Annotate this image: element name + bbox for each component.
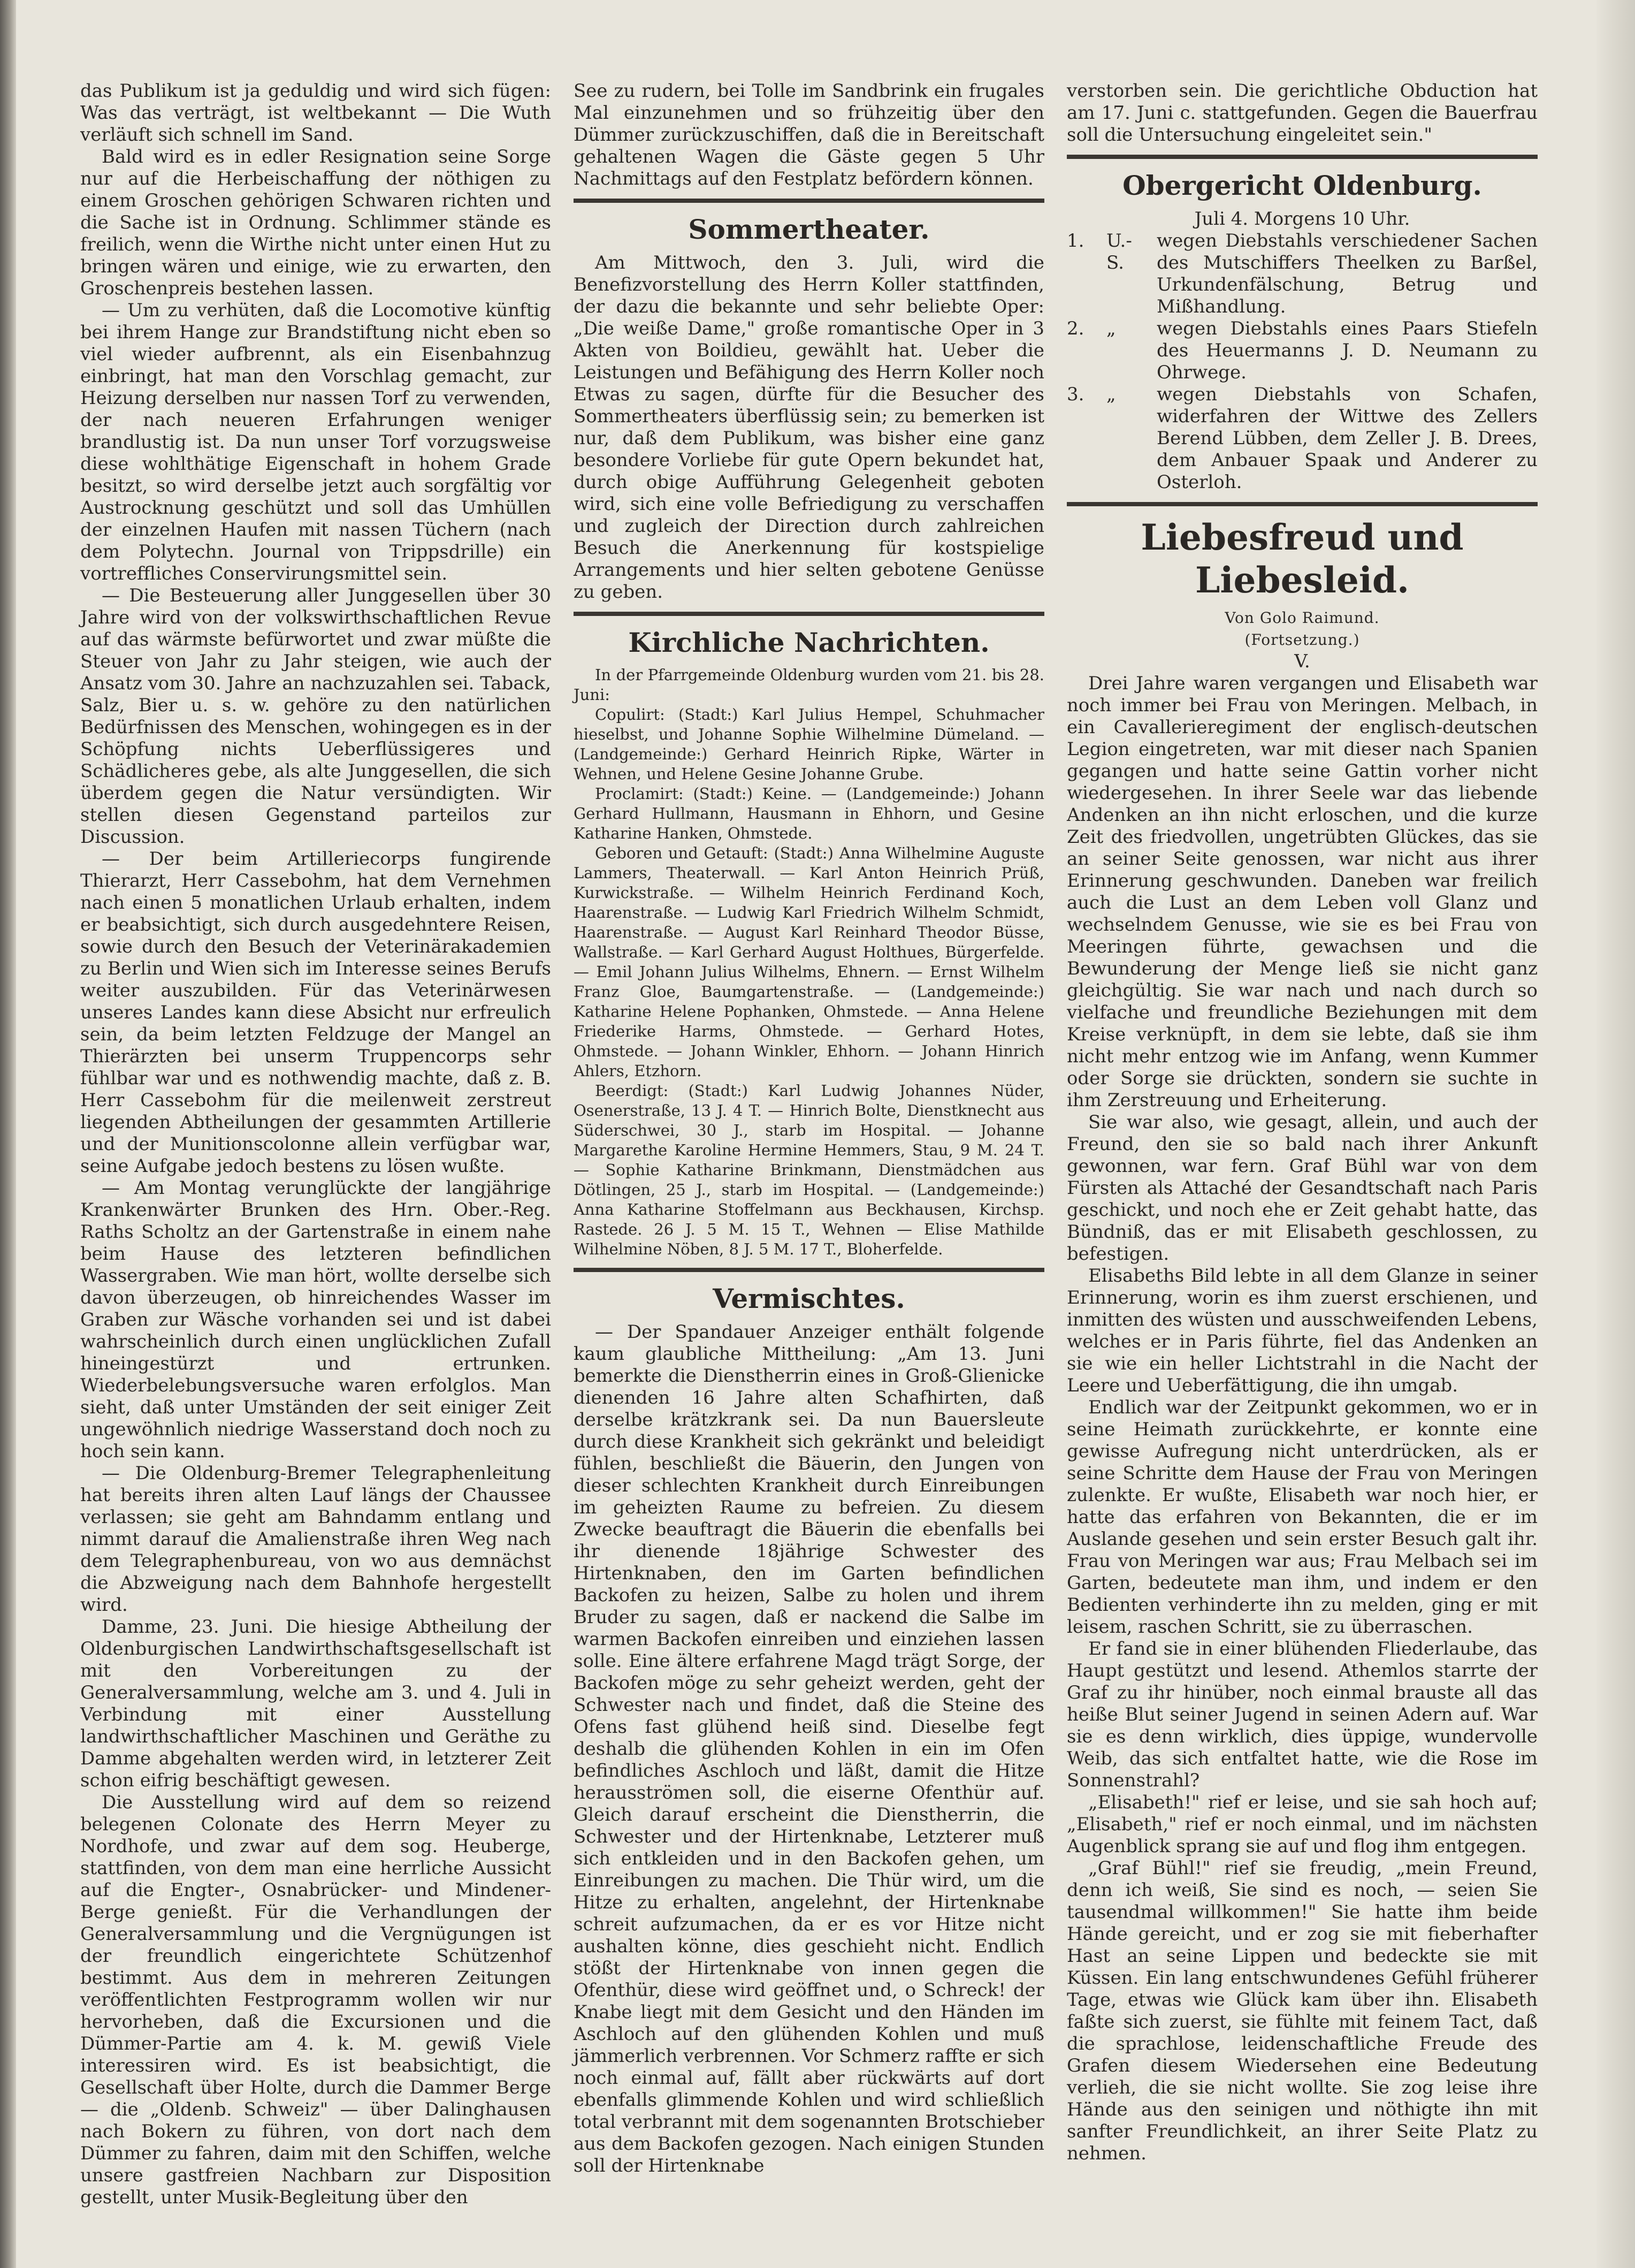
- column-middle: [574, 80, 1044, 2177]
- paragraph-ausstellung: Die Ausstellung wird auf dem so reizend belegenen Colonate des Herrn Meyer zu Nordhofe, und zwar auf dem sog. Heuberge, stattfinden, von dem man eine herrliche Aussicht auf die Engter-, Osnabrücker- und Mindener-Berge genießt. Für die Verhandlungen der Generalversammlung und die Vergnügungen ist der freundlich eingerichtete Schützenhof bestimmt. Aus dem in mehreren Zeitungen veröffentlichten Festprogramm wollen wir nur hervorheben, daß die Excursionen und die Dümmer-Partie am 4. k. M. gewiß Viele interessiren wird. Es ist beabsichtigt, die Gesellschaft über Holte, durch die Dammer Berge — die „Oldenb. Schweiz" — über Dalinghausen nach Bokern zu führen, von dort nach dem Dümmer zu fahren, daim mit den Schiffen, welche unsere gastfreien Nachbarn zur Disposition gestellt, unter Musik-Begleitung über den: [80, 1792, 551, 2208]
- paragraph-damme: Damme, 23. Juni. Die hiesige Abtheilung der Oldenburgischen Landwirthschaftsgesellschaft ist mit den Vorbereitungen zu der Generalversammlung, welche am 3. und 4. Juli in Verbindung mit einer Ausstellung landwirthschaftlicher Maschinen und Geräthe zu Damme abgehalten werden wird, in letzterer Zeit schon eifrig beschäftigt gewesen.: [80, 1616, 551, 1791]
- church-entry: Beerdigt: (Stadt:) Karl Ludwig Johannes Nüder, Osenerstraße, 13 J. 4 T. — Hinrich Bolte, Dienstknecht aus Süderschwei, 30 J., starb im Hospital. — Johanne Margarethe Karoline Hermine Hemmers, Stau, 9 M. 24 T. — Sophie Katharine Brinkmann, Dienstmädchen aus Dötlingen, 25 J., starb im Hospital. — (Landgemeinde:) Anna Katharine Stoffelmann aus Beckhausen, Kirchsp. Rastede. 26 J. 5 M. 15 T., Wehnen — Elise Mathilde Wilhelmine Nöben, 8 J. 5 M. 17 T., Bloherfelde.: [574, 1082, 1044, 1258]
- paragraph: verstorben sein. Die gerichtliche Obduction hat am 17. Juni c. stattgefunden. Gegen die Bauerfrau soll die Untersuchung eingeleitet sein.": [1067, 80, 1538, 146]
- court-item-number: 3.: [1067, 384, 1084, 405]
- story-title: Liebesfreud und Liebesleid.: [1141, 516, 1464, 601]
- court-item-number: 2.: [1067, 318, 1084, 339]
- story-paragraph: Drei Jahre waren vergangen und Elisabeth war noch immer bei Frau von Meringen. Melbach, in ein Cavallerieregiment der englisch-deutschen Legion eingetreten, war mit dieser nach Spanien gegangen und hatte seine Gattin vorher nicht wiedergesehen. In ihrer Seele war das liebende Andenken an ihn nicht erloschen, und die kurze Zeit des friedvollen, ungetrübten Glückes, das sie an seiner Seite genossen, war nicht aus ihrer Erinnerung geschwunden. Daneben war freilich auch die Lust an dem Leben voll Glanz und wechselndem Genusse, wie sie es bei Frau von Meeringen führte, gewachsen und die Bewunderung der Menge ließ sie nicht ganz gleichgültig. Sie war nach und nach durch so vielfache und freundliche Beziehungen mit dem Kreise verknüpft, in dem sie lebte, daß sie ihm nicht mehr entzog wie im Anfang, wenn Kummer oder Sorge sie drückten, sondern sie suchte in ihm Zerstreuung und Erheiterung.: [1067, 673, 1538, 1111]
- story-paragraph: Er fand sie in einer blühenden Fliederlaube, das Haupt gestützt und lesend. Athemlos starrte der Graf zu ihr hinüber, noch einmal brauste all das heiße Blut seiner Jugend in seinen Adern auf. War sie es denn wirklich, dies üppige, wundervolle Weib, das sich entfaltet hatte, wie die Rose im Sonnenstrahl?: [1067, 1638, 1538, 1791]
- paragraph: das Publikum ist ja geduldig und wird sich fügen: Was das verträgt, ist weltbekannt — Die Wuth verläuft sich schnell im Sand.: [80, 80, 551, 146]
- section-heading-vermischtes: Vermischtes.: [713, 1283, 905, 1314]
- church-entry: Geboren und Getauft: (Stadt:) Anna Wilhelmine Auguste Lammers, Theaterwall. — Karl Anton Heinrich Prüß, Kurwickstraße. — Wilhelm Heinrich Ferdinand Koch, Haarenstraße. — Ludwig Karl Friedrich Wilhelm Schmidt, Haarenstraße. — August Karl Reinhard Theodor Büsse, Wallstraße. — Karl Gerhard August Holthues, Bürgerfelde. — Emil Johann Julius Wilhelms, Ehnern. — Ernst Wilhelm Franz Gloe, Baumgartenstraße. — (Landgemeinde:) Katharine Helene Pophanken, Ohmstede. — Anna Helene Friederike Harms, Ohmstede. — Gerhard Hotes, Ohmstede. — Johann Winkler, Ehhorn. — Johann Hinrich Ahlers, Etzhorn.: [574, 844, 1044, 1080]
- section-divider: [574, 1268, 1044, 1272]
- court-item-text: wegen Diebstahls von Schafen, widerfahren der Wittwe des Zellers Berend Lübben, dem Zeller J. B. Drees, dem Anbauer Spaak und Anderer zu Osterloh.: [1157, 384, 1538, 493]
- court-item-mark: „: [1106, 384, 1116, 405]
- paragraph-junggesellen: — Die Besteuerung aller Junggesellen über 30 Jahre wird von der volkswirthschaftlichen Revue auf das wärmste befürwortet und zwar müßte die Steuer von Jahr zu Jahr steigen, wie auch der Ansatz vom 30. Jahre an nachzuzahlen sei. Taback, Salz, Bier u. s. w. gehöre zu den natürlichen Bedürfnissen des Menschen, wohingegen es in der Schöpfung nichts Ueberflüssigeres und Schädlicheres gebe, als alte Junggesellen, die sich überdem gegen die Natur versündigten. Wir stellen diesen Gegenstand parteilos zur Discussion.: [80, 585, 551, 848]
- section-divider: [574, 612, 1044, 616]
- section-divider: [1067, 155, 1538, 159]
- court-item-mark: U.-S.: [1106, 230, 1132, 273]
- paragraph-spandau: — Der Spandauer Anzeiger enthält folgende kaum glaubliche Mittheilung: „Am 13. Juni bemerkte die Dienstherrin eines in Groß-Glienicke dienenden 16 Jahre alten Schafhirten, daß derselbe krätzkrank sei. Da nun Bauersleute durch diese Krankheit sich gekränkt und beleidigt fühlen, beschließt die Bäuerin, den Jungen von dieser schlechten Krankheit durch Einreibungen im geheizten Raume zu befreien. Zu diesem Zwecke beauftragt die Bäuerin die ebenfalls bei ihr dienende 18jährige Schwester des Hirtenknaben, den im Garten befindlichen Backofen zu heizen, Salbe zu holen und ihrem Bruder zu sagen, daß er nackend die Salbe im warmen Backofen einreiben und einziehen lassen solle. Eine ältere erfahrene Magd trägt Sorge, der Backofen möge zu sehr geheizt werden, geht der Schwester nach und findet, daß die Steine des Ofens fast glühend heiß sind. Dieselbe fegt deshalb die glühenden Kohlen in ein im Ofen befindliches Aschloch und läßt, damit die Hitze herausströmen soll, die eiserne Ofenthür auf. Gleich darauf erscheint die Dienstherrin, die Schwester und der Hirtenknabe, Letzterer muß sich entkleiden und in den Backofen gehen, um Einreibungen zu machen. Die Thür wird, um die Hitze zu erhalten, angelehnt, der Hirtenknabe schreit aufzumachen, da er es vor Hitze nicht aushalten könne, dies geschieht nicht. Endlich stößt der Hirtenknabe von innen gegen die Ofenthür, diese wird geöffnet und, o Schreck! der Knabe liegt mit dem Gesicht und den Händen im Aschloch auf den glühenden Kohlen und muß jämmerlich verbrennen. Vor Schmerz raffte er sich noch einmal auf, fällt aber rückwärts auf dort ebenfalls glimmende Kohlen und wird schließlich total verbrannt mit dem sogenannten Brotschieber aus dem Backofen gezogen. Nach einigen Stunden soll der Hirtenknabe: [574, 1321, 1044, 2176]
- paragraph-locomotive: — Um zu verhüten, daß die Locomotive künftig bei ihrem Hange zur Brandstiftung nicht eben so viel wieder aufbrennt, als ein Eisenbahnzug einbringt, hat man den Vorschlag gemacht, zur Heizung derselben nur nassen Torf zu verwenden, der nach neueren Erfahrungen weniger brandlustig ist. Da nun unser Torf vorzugsweise diese wohlthätige Eigenschaft in hohem Grade besitzt, so wird derselbe jetzt auch sorgfältig vor Austrocknung geschützt und soll das Umhüllen der einzelnen Haufen mit nassen Tüchern (nach dem Polytechn. Journal von Trippsdrille) ein vortreffliches Conservirungsmittel sein.: [80, 300, 551, 584]
- section-divider: [1067, 502, 1538, 506]
- section-heading-sommertheater: Sommertheater.: [688, 214, 930, 245]
- court-date: Juli 4. Morgens 10 Uhr.: [1194, 208, 1410, 230]
- column-left: [80, 80, 551, 2209]
- section-divider: [574, 199, 1044, 203]
- paragraph: Bald wird es in edler Resignation seine Sorge nur auf die Herbeischaffung der nöthigen zu einem Groschen gehörigen Schwaren richten und die Sache ist in Ordnung. Schlimmer stände es freilich, wenn die Wirthe nicht unter einen Hut zu bringen wären und einige, wie zu erwarten, den Groschenpreis bestehen lassen.: [80, 146, 551, 299]
- paragraph-cassebohm: — Der beim Artilleriecorps fungirende Thierarzt, Herr Cassebohm, hat dem Vernehmen nach einen 5 monatlichen Urlaub erhalten, indem er beabsichtigt, sich durch ausgedehntere Reisen, sowie durch den Besuch der Veterinärakademien zu Berlin und Wien sich im Interesse seines Berufs weiter auszubilden. Für das Veterinärwesen unseres Landes kann diese Absicht nur erfreulich sein, da beim letzten Feldzuge der Mangel an Thierärzten bei unserm Truppencorps sehr fühlbar war und es nothwendig machte, daß z. B. Herr Cassebohm für die meilenweit zerstreut liegenden Abtheilungen der gesammten Artillerie und der Munitionscolonne allein verfügbar war, seine Aufgabe jedoch bestens zu lösen wußte.: [80, 848, 551, 1177]
- court-item: [1067, 230, 1538, 318]
- court-item: [1067, 384, 1538, 493]
- church-entry: Proclamirt: (Stadt:) Keine. — (Landgemeinde:) Johann Gerhard Hullmann, Hausmann in Ehhorn, und Gesine Katharine Hanken, Ohmstede.: [574, 785, 1044, 842]
- story-paragraph: „Graf Bühl!" rief sie freudig, „mein Freund, denn ich weiß, Sie sind es noch, — seien Sie tausendmal willkommen!" Sie hatte ihm beide Hände gereicht, und er zog sie mit fieberhafter Hast an seine Lippen und bedeckte sie mit Küssen. Ein lang entschwundenes Gefühl früherer Tage, etwas wie Glück kam über ihn. Elisabeth faßte sich zuerst, sie fühlte mit feinem Tact, daß die sprachlose, leidenschaftliche Freude des Grafen diesem Wiedersehen eine Bedeutung verlieh, die sie nicht wollte. Sie zog leise ihre Hände aus den seinigen und nöthigte ihn mit sanfter Freundlichkeit, an ihrer Seite Platz zu nehmen.: [1067, 1858, 1538, 2164]
- story-author: Von Golo Raimund.: [1225, 609, 1380, 627]
- church-intro: In der Pfarrgemeinde Oldenburg wurden vom 21. bis 28. Juni:: [574, 666, 1044, 704]
- church-entry: Copulirt: (Stadt:) Karl Julius Hempel, Schuhmacher hieselbst, und Johanne Sophie Wilhelmine Dümeland. — (Landgemeinde:) Gerhard Heinrich Ripke, Wärter in Wehnen, und Helene Gesine Johanne Grube.: [574, 705, 1044, 783]
- story-chapter: V.: [1294, 651, 1310, 672]
- court-item-mark: „: [1106, 318, 1116, 339]
- paragraph: See zu rudern, bei Tolle im Sandbrink ein frugales Mal einzunehmen und so frühzeitig über den Dümmer zurückzuschiffen, daß die in Bereitschaft gehaltenen Wagen die Gäste gegen 5 Uhr Nachmittags auf den Festplatz befördern können.: [574, 80, 1044, 189]
- story-paragraph: Elisabeths Bild lebte in all dem Glanze in seiner Erinnerung, worin es ihm zuerst erschienen, und inmitten des wüsten und ausschweifenden Lebens, welches er in Paris führte, fiel das Andenken an sie wie ein heller Lichtstrahl in die Nacht der Leere und Ueberfättigung, die ihn umgab.: [1067, 1265, 1538, 1396]
- story-paragraph: Sie war also, wie gesagt, allein, und auch der Freund, den sie so bald nach ihrer Ankunft gewonnen, war fern. Graf Bühl war von dem Fürsten als Attaché der Gesandtschaft nach Paris geschickt, und noch ehe er Zeit gehabt hatte, das Bündniß, das er mit Elisabeth geschlossen, zu befestigen.: [1067, 1112, 1538, 1265]
- story-continuation: (Fortsetzung.): [1244, 631, 1360, 649]
- section-heading-kirchliche: Kirchliche Nachrichten.: [628, 627, 990, 658]
- section-heading-obergericht: Obergericht Oldenburg.: [1122, 170, 1482, 201]
- paragraph-telegraph: — Die Oldenburg-Bremer Telegraphenleitung hat bereits ihren alten Lauf längs der Chaussee verlassen; sie geht am Bahndamm entlang und nimmt darauf die Amalienstraße ihren Weg nach dem Telegraphenbureau, von wo aus demnächst die Abzweigung nach dem Bahnhofe hergestellt wird.: [80, 1463, 551, 1616]
- court-item-text: wegen Diebstahls eines Paars Stiefeln des Heuermanns J. D. Neumann zu Ohrwege.: [1157, 318, 1538, 383]
- story-paragraph: „Elisabeth!" rief er leise, und sie sah hoch auf; „Elisabeth," rief er noch einmal, und im nächsten Augenblick sprang sie auf und flog ihm entgegen.: [1067, 1792, 1538, 1857]
- paragraph-krankenwaerter: — Am Montag verunglückte der langjährige Krankenwärter Brunken des Hrn. Ober.-Reg. Raths Scholtz an der Gartenstraße in einem nahe beim Hause des letzteren befindlichen Wassergraben. Wie man hört, wollte derselbe sich davon überzeugen, ob hinreichendes Wasser im Graben zur Wäsche vorhanden sei und ist dabei wahrscheinlich durch einen unglücklichen Zufall hineingestürzt und ertrunken. Wiederbelebungsversuche waren erfolglos. Man sieht, daß unter Umständen der seit einiger Zeit ungewöhnlich niedrige Wasserstand doch noch zu hoch sein kann.: [80, 1177, 551, 1462]
- court-item: [1067, 318, 1538, 384]
- court-item-number: 1.: [1067, 230, 1084, 252]
- column-right: [1067, 80, 1538, 2165]
- page-right-margin: [1596, 0, 1635, 2268]
- court-item-text: wegen Diebstahls verschiedener Sachen des Mutschiffers Theelken zu Barßel, Urkundenfälschung, Betrug und Mißhandlung.: [1157, 230, 1538, 317]
- paragraph-theater: Am Mittwoch, den 3. Juli, wird die Benefizvorstellung des Herrn Koller stattfinden, der dazu die bekannte und sehr beliebte Oper: „Die weiße Dame," große romantische Oper in 3 Akten von Boildieu, gewählt hat. Ueber die Leistungen und Befähigung des Herrn Koller noch Etwas zu sagen, dürfte für die Besucher des Sommertheaters überflüssig sein; zu bemerken ist nur, daß dem Publikum, was bisher eine ganz besondere Vorliebe für gute Opern bekundet hat, durch obige Aufführung Gelegenheit geboten wird, sich eine volle Befriedigung zu verschaffen und zugleich der Direction durch zahlreichen Besuch die Anerkennung für kostspielige Arrangements und hier selten gebotene Genüsse zu geben.: [574, 252, 1044, 603]
- binding-edge: [0, 0, 16, 2268]
- story-paragraph: Endlich war der Zeitpunkt gekommen, wo er in seine Heimath zurückkehrte, er konnte eine gewisse Aufregung nicht unterdrücken, als er seine Schritte dem Hause der Frau von Meringen zulenkte. Er wußte, Elisabeth war noch hier, er hatte das erfahren von Bekannten, die er im Auslande gesehen und sein erster Besuch galt ihr. Frau von Meringen war aus; Frau Melbach sei im Garten, bedeutete man ihm, und indem er den Bedienten verhinderte ihn zu melden, ging er mit leisem, raschen Schritt, sie zu überraschen.: [1067, 1397, 1538, 1638]
